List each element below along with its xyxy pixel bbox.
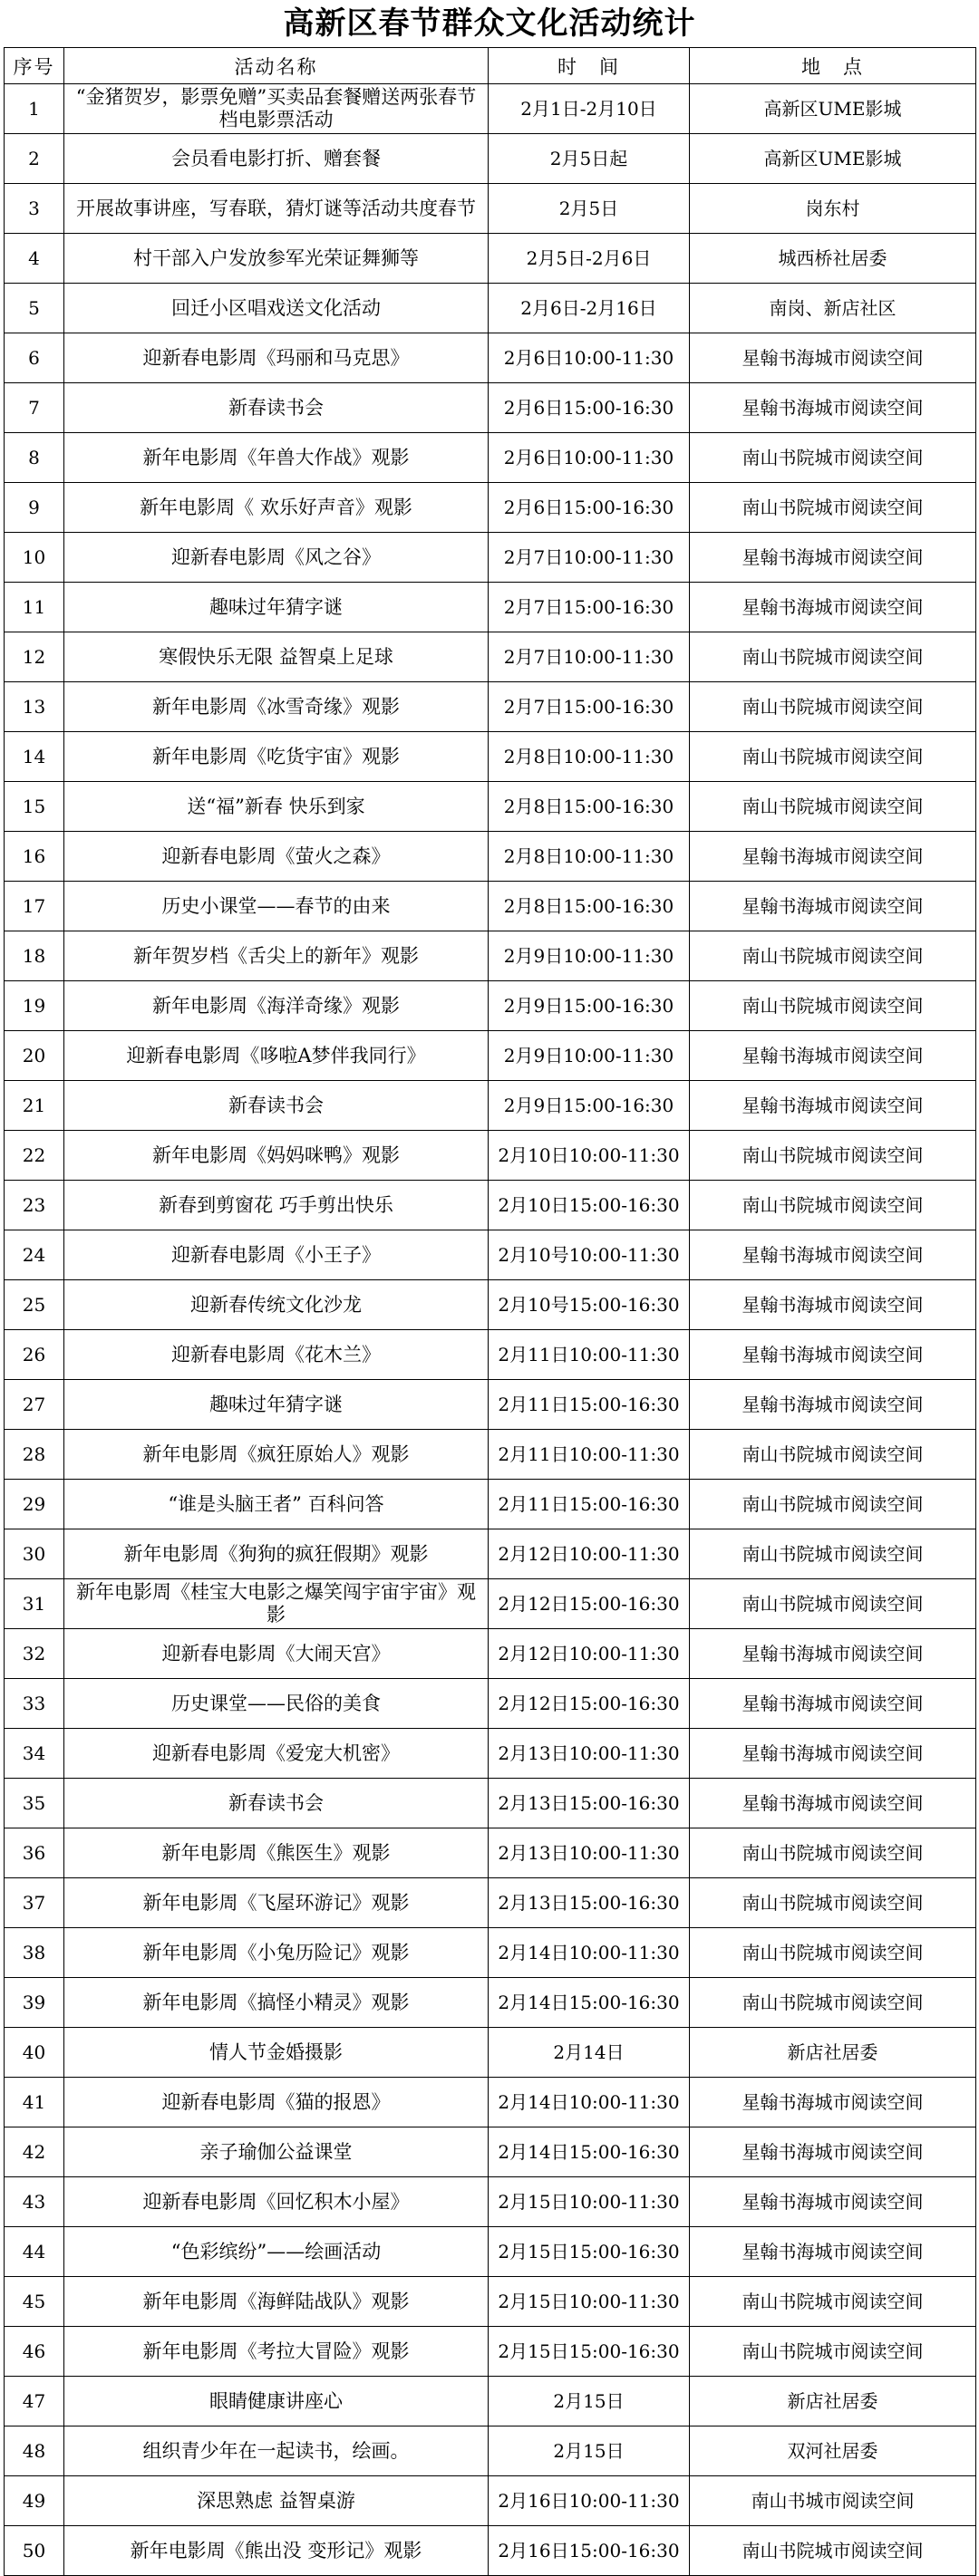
cell-no: 42 bbox=[5, 2127, 64, 2177]
cell-no: 34 bbox=[5, 1729, 64, 1779]
cell-no: 20 bbox=[5, 1031, 64, 1081]
cell-activity-name: 会员看电影打折、赠套餐 bbox=[64, 134, 489, 184]
cell-no: 1 bbox=[5, 84, 64, 134]
cell-place: 高新区UME影城 bbox=[690, 134, 976, 184]
cell-time: 2月5日起 bbox=[489, 134, 690, 184]
cell-activity-name: 新年电影周《冰雪奇缘》观影 bbox=[64, 682, 489, 732]
cell-time: 2月13日15:00-16:30 bbox=[489, 1779, 690, 1828]
cell-place: 南山书院城市阅读空间 bbox=[690, 1878, 976, 1928]
cell-activity-name: 历史小课堂——春节的由来 bbox=[64, 882, 489, 931]
cell-time: 2月13日10:00-11:30 bbox=[489, 1729, 690, 1779]
table-row bbox=[5, 483, 976, 533]
cell-time: 2月11日10:00-11:30 bbox=[489, 1330, 690, 1380]
cell-activity-name: “谁是头脑王者” 百科问答 bbox=[64, 1480, 489, 1529]
cell-place: 南岗、新店社区 bbox=[690, 284, 976, 333]
cell-time: 2月6日10:00-11:30 bbox=[489, 333, 690, 383]
table-row bbox=[5, 1579, 976, 1629]
activity-table bbox=[4, 47, 976, 2576]
cell-place: 南山书院城市阅读空间 bbox=[690, 2526, 976, 2576]
cell-time: 2月12日10:00-11:30 bbox=[489, 1529, 690, 1579]
cell-activity-name: 迎新春电影周《玛丽和马克思》 bbox=[64, 333, 489, 383]
cell-no: 33 bbox=[5, 1679, 64, 1729]
cell-time: 2月15日15:00-16:30 bbox=[489, 2227, 690, 2277]
cell-no: 40 bbox=[5, 2028, 64, 2078]
cell-place: 星翰书海城市阅读空间 bbox=[690, 333, 976, 383]
document-title: 高新区春节群众文化活动统计 bbox=[283, 5, 696, 42]
table-row bbox=[5, 533, 976, 583]
cell-activity-name: 情人节金婚摄影 bbox=[64, 2028, 489, 2078]
table-row bbox=[5, 2177, 976, 2227]
cell-time: 2月10日15:00-16:30 bbox=[489, 1181, 690, 1230]
cell-place: 星翰书海城市阅读空间 bbox=[690, 2177, 976, 2227]
table-row bbox=[5, 832, 976, 882]
table-row bbox=[5, 632, 976, 682]
cell-place: 南山书院城市阅读空间 bbox=[690, 2277, 976, 2327]
cell-no: 37 bbox=[5, 1878, 64, 1928]
cell-place: 星翰书海城市阅读空间 bbox=[690, 1081, 976, 1131]
cell-activity-name: “金猪贺岁，影票免赠”买卖品套餐赠送两张春节档电影票活动 bbox=[64, 84, 489, 134]
cell-no: 46 bbox=[5, 2327, 64, 2377]
table-row bbox=[5, 931, 976, 981]
cell-time: 2月7日15:00-16:30 bbox=[489, 583, 690, 632]
cell-place: 星翰书海城市阅读空间 bbox=[690, 1330, 976, 1380]
cell-activity-name: 组织青少年在一起读书，绘画。 bbox=[64, 2426, 489, 2476]
cell-place: 南山书院城市阅读空间 bbox=[690, 632, 976, 682]
table-row bbox=[5, 1729, 976, 1779]
cell-activity-name: 迎新春传统文化沙龙 bbox=[64, 1280, 489, 1330]
cell-time: 2月14日 bbox=[489, 2028, 690, 2078]
cell-activity-name: 迎新春电影周《爱宠大机密》 bbox=[64, 1729, 489, 1779]
cell-no: 3 bbox=[5, 184, 64, 234]
cell-time: 2月7日15:00-16:30 bbox=[489, 682, 690, 732]
table-row bbox=[5, 732, 976, 782]
cell-time: 2月11日10:00-11:30 bbox=[489, 1430, 690, 1480]
header-name: 活动名称 bbox=[64, 48, 489, 84]
cell-place: 南山书院城市阅读空间 bbox=[690, 1579, 976, 1629]
cell-time: 2月15日15:00-16:30 bbox=[489, 2327, 690, 2377]
table-row bbox=[5, 1131, 976, 1181]
cell-place: 南山书院城市阅读空间 bbox=[690, 1928, 976, 1978]
table-body bbox=[5, 84, 976, 2576]
cell-place: 星翰书海城市阅读空间 bbox=[690, 583, 976, 632]
cell-time: 2月15日10:00-11:30 bbox=[489, 2277, 690, 2327]
table-row bbox=[5, 1779, 976, 1828]
cell-no: 18 bbox=[5, 931, 64, 981]
cell-no: 44 bbox=[5, 2227, 64, 2277]
cell-activity-name: 回迁小区唱戏送文化活动 bbox=[64, 284, 489, 333]
cell-activity-name: 新年电影周《年兽大作战》观影 bbox=[64, 433, 489, 483]
cell-time: 2月11日15:00-16:30 bbox=[489, 1380, 690, 1430]
cell-place: 星翰书海城市阅读空间 bbox=[690, 533, 976, 583]
cell-time: 2月10号15:00-16:30 bbox=[489, 1280, 690, 1330]
cell-activity-name: 新年电影周《疯狂原始人》观影 bbox=[64, 1430, 489, 1480]
table-row bbox=[5, 2327, 976, 2377]
table-row bbox=[5, 1081, 976, 1131]
cell-activity-name: 新年电影周《海鲜陆战队》观影 bbox=[64, 2277, 489, 2327]
table-row bbox=[5, 2526, 976, 2576]
cell-activity-name: 新年电影周《考拉大冒险》观影 bbox=[64, 2327, 489, 2377]
cell-no: 22 bbox=[5, 1131, 64, 1181]
cell-time: 2月8日10:00-11:30 bbox=[489, 832, 690, 882]
cell-place: 岗东村 bbox=[690, 184, 976, 234]
cell-no: 11 bbox=[5, 583, 64, 632]
cell-no: 28 bbox=[5, 1430, 64, 1480]
table-row bbox=[5, 1230, 976, 1280]
cell-place: 星翰书海城市阅读空间 bbox=[690, 2078, 976, 2127]
cell-no: 45 bbox=[5, 2277, 64, 2327]
cell-place: 星翰书海城市阅读空间 bbox=[690, 1031, 976, 1081]
cell-no: 5 bbox=[5, 284, 64, 333]
cell-no: 50 bbox=[5, 2526, 64, 2576]
cell-no: 48 bbox=[5, 2426, 64, 2476]
table-row bbox=[5, 184, 976, 234]
table-row bbox=[5, 1828, 976, 1878]
cell-activity-name: 新年电影周《吃货宇宙》观影 bbox=[64, 732, 489, 782]
cell-activity-name: 新年电影周《小兔历险记》观影 bbox=[64, 1928, 489, 1978]
table-row bbox=[5, 2028, 976, 2078]
table-row bbox=[5, 583, 976, 632]
table-row bbox=[5, 1679, 976, 1729]
cell-time: 2月13日15:00-16:30 bbox=[489, 1878, 690, 1928]
cell-activity-name: 新年电影周《飞屋环游记》观影 bbox=[64, 1878, 489, 1928]
table-row bbox=[5, 1280, 976, 1330]
cell-activity-name: 新年电影周《妈妈咪鸭》观影 bbox=[64, 1131, 489, 1181]
cell-no: 7 bbox=[5, 383, 64, 433]
cell-time: 2月14日10:00-11:30 bbox=[489, 2078, 690, 2127]
cell-time: 2月12日15:00-16:30 bbox=[489, 1679, 690, 1729]
cell-place: 星翰书海城市阅读空间 bbox=[690, 1280, 976, 1330]
cell-time: 2月14日15:00-16:30 bbox=[489, 2127, 690, 2177]
cell-time: 2月16日15:00-16:30 bbox=[489, 2526, 690, 2576]
cell-activity-name: 趣味过年猜字谜 bbox=[64, 1380, 489, 1430]
cell-place: 星翰书海城市阅读空间 bbox=[690, 1679, 976, 1729]
table-row bbox=[5, 1629, 976, 1679]
cell-no: 2 bbox=[5, 134, 64, 184]
table-row bbox=[5, 134, 976, 184]
cell-place: 南山书院城市阅读空间 bbox=[690, 1181, 976, 1230]
cell-time: 2月10号10:00-11:30 bbox=[489, 1230, 690, 1280]
cell-activity-name: 新年电影周《搞怪小精灵》观影 bbox=[64, 1978, 489, 2028]
cell-no: 13 bbox=[5, 682, 64, 732]
cell-no: 32 bbox=[5, 1629, 64, 1679]
cell-no: 47 bbox=[5, 2377, 64, 2426]
cell-activity-name: 送“福”新春 快乐到家 bbox=[64, 782, 489, 832]
table-header-row bbox=[5, 48, 976, 84]
cell-no: 27 bbox=[5, 1380, 64, 1430]
cell-no: 8 bbox=[5, 433, 64, 483]
cell-no: 29 bbox=[5, 1480, 64, 1529]
cell-time: 2月5日 bbox=[489, 184, 690, 234]
cell-activity-name: 新春读书会 bbox=[64, 383, 489, 433]
cell-place: 星翰书海城市阅读空间 bbox=[690, 1230, 976, 1280]
cell-activity-name: 迎新春电影周《哆啦A梦伴我同行》 bbox=[64, 1031, 489, 1081]
cell-activity-name: 新年电影周《 欢乐好声音》观影 bbox=[64, 483, 489, 533]
cell-time: 2月10日10:00-11:30 bbox=[489, 1131, 690, 1181]
table-row bbox=[5, 2227, 976, 2277]
cell-time: 2月6日-2月16日 bbox=[489, 284, 690, 333]
cell-time: 2月15日 bbox=[489, 2426, 690, 2476]
cell-time: 2月14日15:00-16:30 bbox=[489, 1978, 690, 2028]
cell-place: 南山书院城市阅读空间 bbox=[690, 1529, 976, 1579]
cell-no: 24 bbox=[5, 1230, 64, 1280]
table-row bbox=[5, 84, 976, 134]
table-row bbox=[5, 882, 976, 931]
cell-time: 2月15日10:00-11:30 bbox=[489, 2177, 690, 2227]
cell-activity-name: 迎新春电影周《回忆积木小屋》 bbox=[64, 2177, 489, 2227]
cell-no: 25 bbox=[5, 1280, 64, 1330]
cell-place: 新店社居委 bbox=[690, 2377, 976, 2426]
cell-place: 南山书院城市阅读空间 bbox=[690, 1131, 976, 1181]
cell-no: 21 bbox=[5, 1081, 64, 1131]
cell-activity-name: 迎新春电影周《萤火之森》 bbox=[64, 832, 489, 882]
cell-activity-name: 深思熟虑 益智桌游 bbox=[64, 2476, 489, 2526]
table-row bbox=[5, 2426, 976, 2476]
table-row bbox=[5, 1380, 976, 1430]
cell-activity-name: 新年电影周《熊出没 变形记》观影 bbox=[64, 2526, 489, 2576]
table-row bbox=[5, 1978, 976, 2028]
cell-activity-name: 开展故事讲座，写春联，猜灯谜等活动共度春节 bbox=[64, 184, 489, 234]
cell-activity-name: 亲子瑜伽公益课堂 bbox=[64, 2127, 489, 2177]
cell-time: 2月9日15:00-16:30 bbox=[489, 981, 690, 1031]
cell-activity-name: 迎新春电影周《小王子》 bbox=[64, 1230, 489, 1280]
cell-place: 南山书院城市阅读空间 bbox=[690, 732, 976, 782]
cell-place: 南山书院城市阅读空间 bbox=[690, 1978, 976, 2028]
cell-place: 星翰书海城市阅读空间 bbox=[690, 882, 976, 931]
cell-activity-name: 寒假快乐无限 益智桌上足球 bbox=[64, 632, 489, 682]
cell-no: 14 bbox=[5, 732, 64, 782]
cell-no: 4 bbox=[5, 234, 64, 284]
cell-no: 36 bbox=[5, 1828, 64, 1878]
cell-place: 南山书城市阅读空间 bbox=[690, 2476, 976, 2526]
cell-place: 新店社居委 bbox=[690, 2028, 976, 2078]
cell-time: 2月1日-2月10日 bbox=[489, 84, 690, 134]
cell-time: 2月8日15:00-16:30 bbox=[489, 782, 690, 832]
cell-time: 2月9日10:00-11:30 bbox=[489, 931, 690, 981]
cell-place: 城西桥社居委 bbox=[690, 234, 976, 284]
table-row bbox=[5, 1878, 976, 1928]
cell-time: 2月5日-2月6日 bbox=[489, 234, 690, 284]
table-row bbox=[5, 981, 976, 1031]
cell-place: 南山书院城市阅读空间 bbox=[690, 433, 976, 483]
cell-place: 南山书院城市阅读空间 bbox=[690, 931, 976, 981]
cell-activity-name: 村干部入户发放参军光荣证舞狮等 bbox=[64, 234, 489, 284]
cell-time: 2月9日10:00-11:30 bbox=[489, 1031, 690, 1081]
cell-time: 2月6日15:00-16:30 bbox=[489, 383, 690, 433]
cell-activity-name: 眼睛健康讲座心 bbox=[64, 2377, 489, 2426]
cell-no: 17 bbox=[5, 882, 64, 931]
cell-place: 南山书院城市阅读空间 bbox=[690, 2327, 976, 2377]
cell-place: 南山书院城市阅读空间 bbox=[690, 1828, 976, 1878]
cell-place: 星翰书海城市阅读空间 bbox=[690, 1380, 976, 1430]
cell-no: 6 bbox=[5, 333, 64, 383]
cell-time: 2月7日10:00-11:30 bbox=[489, 632, 690, 682]
cell-activity-name: 新年电影周《海洋奇缘》观影 bbox=[64, 981, 489, 1031]
cell-no: 35 bbox=[5, 1779, 64, 1828]
cell-activity-name: 新春读书会 bbox=[64, 1081, 489, 1131]
table-row bbox=[5, 1181, 976, 1230]
cell-time: 2月16日10:00-11:30 bbox=[489, 2476, 690, 2526]
cell-activity-name: 新春到剪窗花 巧手剪出快乐 bbox=[64, 1181, 489, 1230]
cell-no: 41 bbox=[5, 2078, 64, 2127]
cell-place: 南山书院城市阅读空间 bbox=[690, 1480, 976, 1529]
cell-no: 9 bbox=[5, 483, 64, 533]
table-row bbox=[5, 1031, 976, 1081]
cell-place: 星翰书海城市阅读空间 bbox=[690, 2127, 976, 2177]
cell-place: 南山书院城市阅读空间 bbox=[690, 682, 976, 732]
cell-time: 2月7日10:00-11:30 bbox=[489, 533, 690, 583]
cell-time: 2月6日15:00-16:30 bbox=[489, 483, 690, 533]
cell-no: 23 bbox=[5, 1181, 64, 1230]
table-row bbox=[5, 782, 976, 832]
cell-activity-name: “色彩缤纷”——绘画活动 bbox=[64, 2227, 489, 2277]
cell-time: 2月14日10:00-11:30 bbox=[489, 1928, 690, 1978]
header-place: 地 点 bbox=[690, 48, 976, 84]
table-row bbox=[5, 1430, 976, 1480]
cell-no: 43 bbox=[5, 2177, 64, 2227]
cell-activity-name: 迎新春电影周《风之谷》 bbox=[64, 533, 489, 583]
cell-place: 南山书院城市阅读空间 bbox=[690, 782, 976, 832]
cell-no: 38 bbox=[5, 1928, 64, 1978]
table-row bbox=[5, 1480, 976, 1529]
cell-time: 2月8日10:00-11:30 bbox=[489, 732, 690, 782]
cell-time: 2月8日15:00-16:30 bbox=[489, 882, 690, 931]
header-time: 时 间 bbox=[489, 48, 690, 84]
cell-place: 南山书院城市阅读空间 bbox=[690, 1430, 976, 1480]
cell-activity-name: 迎新春电影周《猫的报恩》 bbox=[64, 2078, 489, 2127]
cell-place: 星翰书海城市阅读空间 bbox=[690, 832, 976, 882]
cell-place: 高新区UME影城 bbox=[690, 84, 976, 134]
cell-time: 2月13日10:00-11:30 bbox=[489, 1828, 690, 1878]
cell-no: 26 bbox=[5, 1330, 64, 1380]
table-row bbox=[5, 2476, 976, 2526]
table-row bbox=[5, 333, 976, 383]
cell-activity-name: 迎新春电影周《花木兰》 bbox=[64, 1330, 489, 1380]
table-row bbox=[5, 1529, 976, 1579]
table-row bbox=[5, 284, 976, 333]
cell-no: 49 bbox=[5, 2476, 64, 2526]
table-row bbox=[5, 2277, 976, 2327]
cell-place: 星翰书海城市阅读空间 bbox=[690, 2227, 976, 2277]
table-row bbox=[5, 433, 976, 483]
cell-place: 星翰书海城市阅读空间 bbox=[690, 1729, 976, 1779]
table-row bbox=[5, 2377, 976, 2426]
cell-time: 2月11日15:00-16:30 bbox=[489, 1480, 690, 1529]
cell-activity-name: 新年电影周《桂宝大电影之爆笑闯宇宙宇宙》观影 bbox=[64, 1579, 489, 1629]
cell-no: 30 bbox=[5, 1529, 64, 1579]
cell-time: 2月9日15:00-16:30 bbox=[489, 1081, 690, 1131]
cell-place: 星翰书海城市阅读空间 bbox=[690, 383, 976, 433]
table-row bbox=[5, 682, 976, 732]
table-row bbox=[5, 234, 976, 284]
cell-place: 星翰书海城市阅读空间 bbox=[690, 1779, 976, 1828]
cell-place: 南山书院城市阅读空间 bbox=[690, 981, 976, 1031]
cell-activity-name: 新年贺岁档《舌尖上的新年》观影 bbox=[64, 931, 489, 981]
cell-time: 2月12日10:00-11:30 bbox=[489, 1629, 690, 1679]
table-row bbox=[5, 2127, 976, 2177]
cell-place: 南山书院城市阅读空间 bbox=[690, 483, 976, 533]
header-no: 序号 bbox=[5, 48, 64, 84]
table-row bbox=[5, 1928, 976, 1978]
cell-no: 15 bbox=[5, 782, 64, 832]
table-row bbox=[5, 383, 976, 433]
cell-time: 2月15日 bbox=[489, 2377, 690, 2426]
cell-time: 2月6日10:00-11:30 bbox=[489, 433, 690, 483]
cell-no: 39 bbox=[5, 1978, 64, 2028]
cell-activity-name: 趣味过年猜字谜 bbox=[64, 583, 489, 632]
table-row bbox=[5, 2078, 976, 2127]
cell-activity-name: 新年电影周《熊医生》观影 bbox=[64, 1828, 489, 1878]
cell-no: 31 bbox=[5, 1579, 64, 1629]
cell-place: 双河社居委 bbox=[690, 2426, 976, 2476]
cell-place: 星翰书海城市阅读空间 bbox=[690, 1629, 976, 1679]
table-row bbox=[5, 1330, 976, 1380]
cell-time: 2月12日15:00-16:30 bbox=[489, 1579, 690, 1629]
cell-activity-name: 迎新春电影周《大闹天宫》 bbox=[64, 1629, 489, 1679]
cell-no: 12 bbox=[5, 632, 64, 682]
cell-activity-name: 历史课堂——民俗的美食 bbox=[64, 1679, 489, 1729]
cell-no: 16 bbox=[5, 832, 64, 882]
cell-activity-name: 新春读书会 bbox=[64, 1779, 489, 1828]
cell-activity-name: 新年电影周《狗狗的疯狂假期》观影 bbox=[64, 1529, 489, 1579]
cell-no: 10 bbox=[5, 533, 64, 583]
cell-no: 19 bbox=[5, 981, 64, 1031]
